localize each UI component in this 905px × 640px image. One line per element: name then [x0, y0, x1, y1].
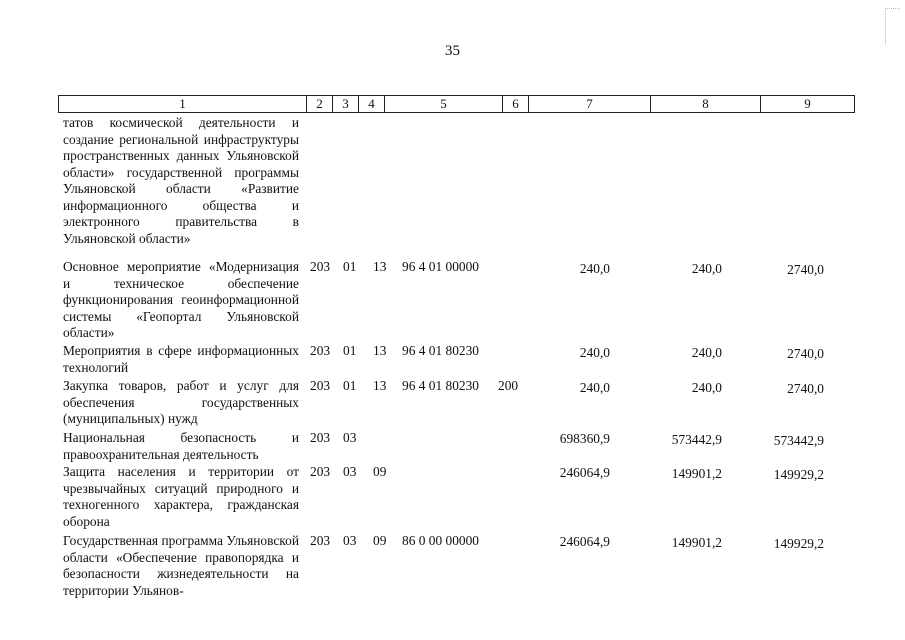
cell-amount-7: 698360,9: [559, 431, 610, 446]
column-header-3: 3: [333, 96, 359, 113]
cell-section: 03: [343, 464, 357, 479]
cell-amount-8: 240,0: [691, 345, 722, 360]
cell-amount-9: 149929,2: [773, 467, 824, 482]
cell-section: 01: [343, 259, 357, 274]
column-header-1: 1: [59, 96, 307, 113]
cell-amount-7: 240,0: [579, 380, 610, 395]
cell-subsection: 09: [373, 464, 387, 479]
cell-amount-7: 240,0: [579, 345, 610, 360]
cell-section: 03: [343, 430, 357, 445]
row-name: Национальная безопасность и правоохранительная деятельность: [63, 430, 299, 462]
row-name: Государственная программа Ульяновской области «Обеспечение правопорядка и безопасности жизнедеятельности на территории Ульянов-: [63, 533, 299, 598]
row-name: татов космической деятельности и создание региональной инфраструктуры пространственных данных Ульяновской области» государственной программы Ульяновской области «Развитие информационного общества и электронного правительства в Ульяновской области»: [63, 115, 299, 246]
row-name: Защита населения и территории от чрезвычайных ситуаций природного и техногенного характера, гражданская оборона: [63, 464, 299, 529]
cell-subsection: 13: [373, 343, 387, 358]
column-header-5: 5: [385, 96, 503, 113]
column-header-8: 8: [651, 96, 761, 113]
cell-target-article: 96 4 01 80230: [402, 378, 479, 393]
cell-subsection: 13: [373, 378, 387, 393]
cell-amount-8: 149901,2: [671, 535, 722, 550]
column-header-4: 4: [359, 96, 385, 113]
cell-ministry: 203: [310, 464, 331, 479]
column-header-7: 7: [529, 96, 651, 113]
cell-amount-9: 2740,0: [787, 381, 824, 396]
row-name: Основное мероприятие «Модернизация и техническое обеспечение функционирования геоинформационной системы «Геопортал Ульяновской области»: [63, 259, 299, 340]
cell-amount-8: 240,0: [691, 380, 722, 395]
cell-amount-7: 246064,9: [559, 534, 610, 549]
cell-section: 01: [343, 343, 357, 358]
page-number: 35: [445, 43, 460, 59]
cell-ministry: 203: [310, 259, 331, 274]
cell-amount-9: 2740,0: [787, 346, 824, 361]
cell-expense-type: 200: [498, 378, 519, 393]
cell-amount-9: 2740,0: [787, 262, 824, 277]
cell-amount-8: 573442,9: [671, 432, 722, 447]
cell-amount-9: 573442,9: [773, 433, 824, 448]
cell-section: 03: [343, 533, 357, 548]
row-name: Закупка товаров, работ и услуг для обеспечения государственных (муниципальных) нужд: [63, 378, 299, 426]
cell-amount-9: 149929,2: [773, 536, 824, 551]
cell-section: 01: [343, 378, 357, 393]
cell-amount-7: 240,0: [579, 261, 610, 276]
column-header-9: 9: [761, 96, 855, 113]
cell-ministry: 203: [310, 378, 331, 393]
scan-edge-mark: [885, 8, 900, 45]
cell-ministry: 203: [310, 533, 331, 548]
cell-amount-8: 240,0: [691, 261, 722, 276]
column-header-6: 6: [503, 96, 529, 113]
cell-target-article: 96 4 01 80230: [402, 343, 479, 358]
cell-amount-8: 149901,2: [671, 466, 722, 481]
cell-ministry: 203: [310, 430, 331, 445]
row-name: Мероприятия в сфере информационных технологий: [63, 343, 299, 375]
cell-subsection: 09: [373, 533, 387, 548]
cell-amount-7: 246064,9: [559, 465, 610, 480]
cell-target-article: 96 4 01 00000: [402, 259, 479, 274]
cell-ministry: 203: [310, 343, 331, 358]
cell-subsection: 13: [373, 259, 387, 274]
cell-target-article: 86 0 00 00000: [402, 533, 479, 548]
column-number-header: [58, 95, 855, 113]
column-header-2: 2: [307, 96, 333, 113]
